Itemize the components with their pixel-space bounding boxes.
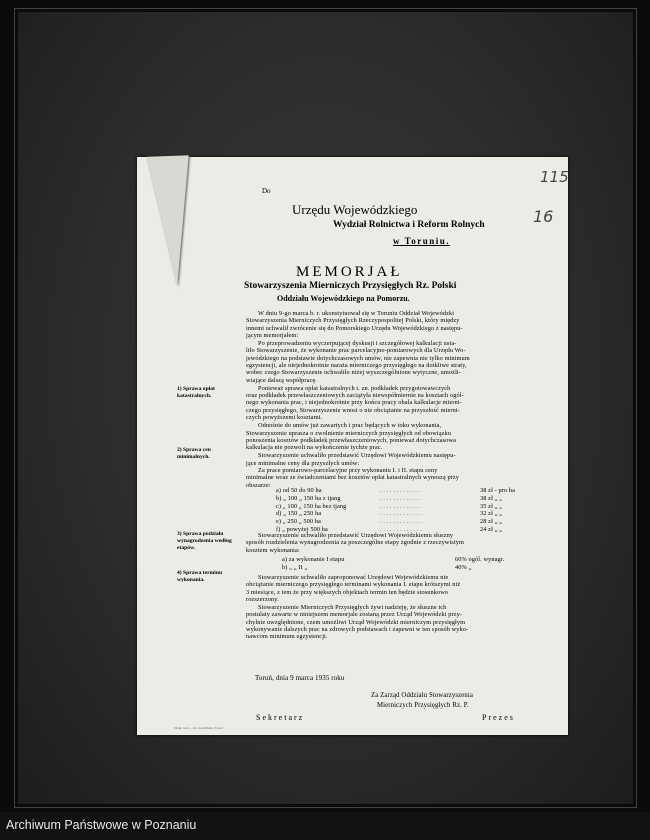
folded-corner [147,155,194,286]
body-line: 3 miesiące, z tem że przy większych objektach termin ten będzie stosunkowo [246,588,449,596]
body-line: jącym memorjałem: [246,331,299,339]
body-line: f) „ powyżej 500 ha [276,526,328,533]
sidenote-4: 4) Sprawa terminu wykonania. [177,570,223,583]
body-line: 24 zł „ „ [480,526,503,533]
board-line-1: Za Zarząd Oddziału Stowarzyszenia [371,692,473,699]
body-line: b) „ 100 „ 150 ha z tjang [276,494,341,502]
body-line: Ponieważ sprawa opłat katastralnych t. zn. podkładek przygotowawczych [258,384,451,392]
body-line: Po przeprowadzeniu wyczerpującej dyskusji i szczegółowej kalkulacji usta- [258,340,457,348]
signature-president: Prezes [482,713,515,722]
leader-dots: . . . . . . . . . . . . . [380,526,422,533]
body-line: jące minimalne ceny dla przyszłych umów: [246,459,360,467]
body-line: czych powyższemi kosztami. [246,414,323,421]
body-line: b) „ „ II „ [282,564,308,571]
leader-dots: . . . . . . . . . . . . . [380,487,422,494]
leader-dots: . . . . . . . . . . . . . [380,502,422,510]
body-line: kalkulacja nie pozwoli na wykończenie tychże prac. [246,444,383,452]
body-line: nego wykonania prac, i niejednokrotnie przy końcu pracy obala kalkulacje mierni- [246,399,462,407]
body-line: Stowarzyszenia Mierniczych Przysięgłych Rzeczypospolitej Polski, który między [246,317,460,325]
body-line: Stowarzyszenie Mierniczych Przysięgłych żywi nadzieję, że słuszne ich [258,604,447,612]
document-title: MEMORJAŁ [296,264,403,280]
body-line: 32 zł „ „ [480,510,503,518]
body-line: obciążanie mierniczego przysięgłego terminami wykonania I. etapu krótszymi niż [246,581,461,589]
body-line: kosztem wykonania: [246,546,300,554]
document-subtitle-2: Oddziału Wojewódzkiego na Pomorzu. [277,294,410,303]
closing-date: Toruń, dnia 9 marca 1935 roku [255,674,345,682]
printer-mark: Druk. Gros. „Sz. Grzeliński, Toruń [174,726,223,730]
body-line: minimalne wraz ze świadczeniami bez kosztów opłat katastralnych wynoszą przy [246,474,460,482]
leader-dots: . . . . . . . . . . . . . [380,510,422,518]
addressee-line-1: Urzędu Wojewódzkiego [292,202,418,217]
body-line: Stowarzyszenie uprasza o zwolnienie mierniczych przysięgłych od obowiązku [246,429,452,437]
body-line: wiające dalszą współpracę. [246,376,317,384]
sidenote-1: 1) Sprawa opłat katastralnych. [177,386,215,399]
salutation-do: Do [262,187,271,195]
body-line: wykonywanie dalszych prac na zdrowych podstawach i zapewni w ten sposób wyko- [246,626,469,633]
body-line: liło Stowarzyszenie, że wykonanie prac parcelacyjno-pomiarowych dla Urzędu Wo- [246,347,466,355]
archive-name: Archiwum Państwowe w Poznaniu [6,818,197,832]
sidenote-2: 2) Sprawa cen minimalnych. [177,447,211,460]
body-line: obszarze: [246,481,271,489]
body-line: egzystencji, ale niejednokrotnie naraża mierniczego przysięgłego na dotkliwe straty, [246,362,467,369]
body-line: 60% ogól. wynagr. [455,556,505,563]
handwritten-page-number: 16 [533,207,554,226]
body-line: Za prace pomiarowo-parcelacyjne przy wykonaniu I. i II. etapu ceny [258,466,438,474]
addressee-line-3: w Toruniu. [393,236,451,246]
body-line: jewódzkiego na podstawie dotychczasowych umów, nie zapewnia nie tylko minimum [246,354,470,362]
body-line: Odnośnie do umów już zawartych i prac będących w toku wykonania, [258,422,442,430]
body-line: rozszerzony. [246,595,279,603]
handwritten-folio-number: 115 [540,168,569,186]
body-line: oraz podkładek przewłaszczeniowych zaciążyła niewspółmiernie na kosztach ogól- [246,392,464,400]
document-subtitle-1: Stowarzyszenia Mierniczych Przysięgłych Rz. Polski [244,281,457,291]
body-line: 35 zł „ „ [480,502,503,510]
body-line: 40% „ [455,564,472,571]
leader-dots: . . . . . . . . . . . . . [380,518,422,526]
body-line: 28 zł „ „ [480,518,503,526]
body-line: chylnie uwzględnione, czem umożliwi Urząd Wojewódzki mierniczym przysięgłym [246,618,466,626]
body-line: innemi uchwalił zwrócenie się do Pomorskiego Urzędu Wojewódzkiego z następu- [246,324,463,332]
body-line: a) od 50 do 90 ha [276,487,322,494]
body-line: postulaty zawarte w niniejszem memorjale zostaną przez Urząd Wojewódzki przy- [246,611,463,619]
board-line-2: Mierniczych Przysięgłych Rz. P. [377,702,469,709]
body-line: W dniu 9-go marca b. r. ukonstytuował się w Toruniu Oddział Wojewódzki [258,310,455,317]
body-line: e) „ 250 „ 500 ha [276,518,321,526]
body-line: d) „ 150 „ 250 ha [276,510,322,518]
body-line: 38 zł „ „ [480,494,503,502]
body-line: nawcom minimum egzystencji. [246,633,328,641]
leader-dots: . . . . . . . . . . . . . [380,494,422,502]
body-line: a) za wykonanie I etapu [282,556,345,563]
body-line: 38 zł - pro ha [480,487,515,494]
body-line: Stowarzyszenie uchwaliło zaproponować Urzędowi Wojewódzkiemu nie [258,574,449,581]
body-line: ponoszenia kosztów podkładek przewłaszczeniowych, ponieważ dotychczasowa [246,436,457,444]
signature-secretary: Sekretarz [256,713,305,722]
body-line: wobec czego Stowarzyszenie uchwaliło niżej wyszczególnione wytyczne, umożli- [246,369,461,377]
body-line: c) „ 100 „ 150 ha bez tjang [276,502,347,510]
body-line: czego przysięgłego, Stowarzyszenie wnosi o nie obciążanie na przyszłość mierni- [246,406,460,414]
body-line: sposób rozdzielenia wynagrodzenia za poszczególne etapy zgodnie z rzeczywistym [246,539,464,547]
sidenote-3: 3) Sprawa podziału wynagrodzenia według etapów. [177,531,232,551]
body-line: Stowarzyszenie uchwaliło przedstawić Urzędowi Wojewódzkiemu słuszny [258,532,454,539]
body-line: Stowarzyszenie uchwaliło przedstawić Urzędowi Wojewódzkiemu następu- [258,452,456,460]
addressee-line-2: Wydział Rolnictwa i Reform Rolnych [333,220,485,230]
